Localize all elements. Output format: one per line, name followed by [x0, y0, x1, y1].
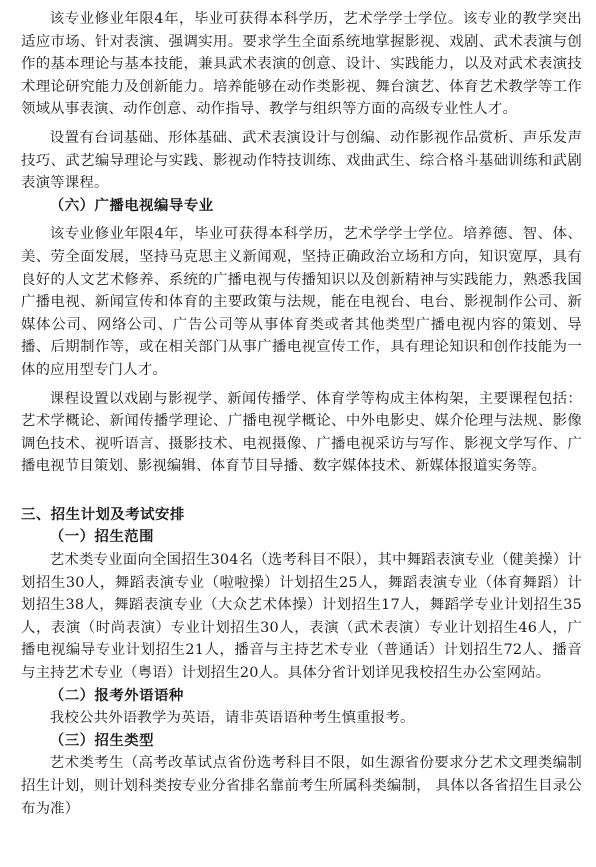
foreign-language-paragraph: 我校公共外语教学为英语，请非英语语种考生慎重报考。	[49, 710, 415, 727]
foreign-language-heading: （二）报考外语语种	[49, 687, 184, 704]
enrollment-scope-paragraph: 艺术类专业面向全国招生304名（选考科目不限），其中舞蹈表演专业（健美操）计划招生30人，舞蹈表演专业（啦啦操）计划招生25人，舞蹈表演专业（体育舞蹈）计划招生38人，舞蹈表演专业（大众艺术体操）计划招生17人，舞蹈学专业计划招生35人，表演（时尚表演）专业计划招生30人，表演（武术表演）专业计划招生46人，广播电视编导专业计划招生21人，播音与主持艺术专业（普通话）计划招生72人、播音与主持艺术专业（粤语）计划招生20人。具体分省计划详见我校招生办公室网站。	[21, 552, 582, 682]
enrollment-type-paragraph: 艺术类考生（高考改革试点省份选考科目不限，如生源省份要求分艺术文理类编制招生计划，则计划科类按专业分省排名靠前考生所属科类编制， 具体以各省招生目录公布为准）	[21, 755, 582, 817]
broadcast-courses-paragraph: 课程设置以戏剧与影视学、新闻传播学、体育学等构成主体构架，主要课程包括：艺术学概论、新闻传播学理论、广播电视学概论、中外电影史、媒介伦理与法规、影像调色技术、视听语言、摄影技术、电视摄像、广播电视采访与写作、影视文学写作、广播电视节目策划、影视编辑、体育节目导播、数字媒体技术、新媒体报道实务等。	[21, 390, 582, 475]
martial-arts-intro-paragraph: 该专业修业年限4年，毕业可获得本科学历，艺术学学士学位。该专业的教学突出适应市场、针对表演、强调实用。要求学生全面系统地掌握影视、戏剧、武术表演与创作的基本理论与基本技能，兼具武术表演的创意、设计、实践能力，以及对武术表演技术理论研究能力及创新能力。培养能够在动作类影视、舞台演艺、体育艺术教学等工作领域从事表演、动作创意、动作指导、教学与组织等方面的高级专业性人才。	[21, 11, 582, 118]
martial-arts-courses-paragraph: 设置有台词基础、形体基础、武术表演设计与创编、动作影视作品赏析、声乐发声技巧、武艺编导理论与实践、影视动作特技训练、戏曲武生、综合格斗基础训练和武剧表演等课程。	[21, 129, 582, 192]
broadcast-major-heading: （六）广播电视编导专业	[49, 197, 214, 214]
broadcast-intro-paragraph: 该专业修业年限4年，毕业可获得本科学历，艺术学学士学位。培养德、智、体、美、劳全面发展，坚持马克思主义新闻观，坚持正确政治立场和方向，知识宽厚，具有良好的人文艺术修养、系统的广播电视与传播知识以及创新精神与实践能力，熟悉我国广播电视、新闻宣传和体育的主要政策与法规，能在电视台、电台、影视制作公司、新媒体公司、网络公司、广告公司等从事体育类或者其他类型广播电视内容的策划、导播、后期制作等，或在相关部门从事广播电视宣传工作，具有理论知识和创作技能为一体的应用型专门人才。	[21, 226, 582, 378]
enrollment-scope-heading: （一）招生范围	[49, 529, 155, 546]
enrollment-type-heading: （三）招生类型	[49, 732, 155, 749]
enrollment-section-heading: 三、招生计划及考试安排	[21, 506, 185, 523]
